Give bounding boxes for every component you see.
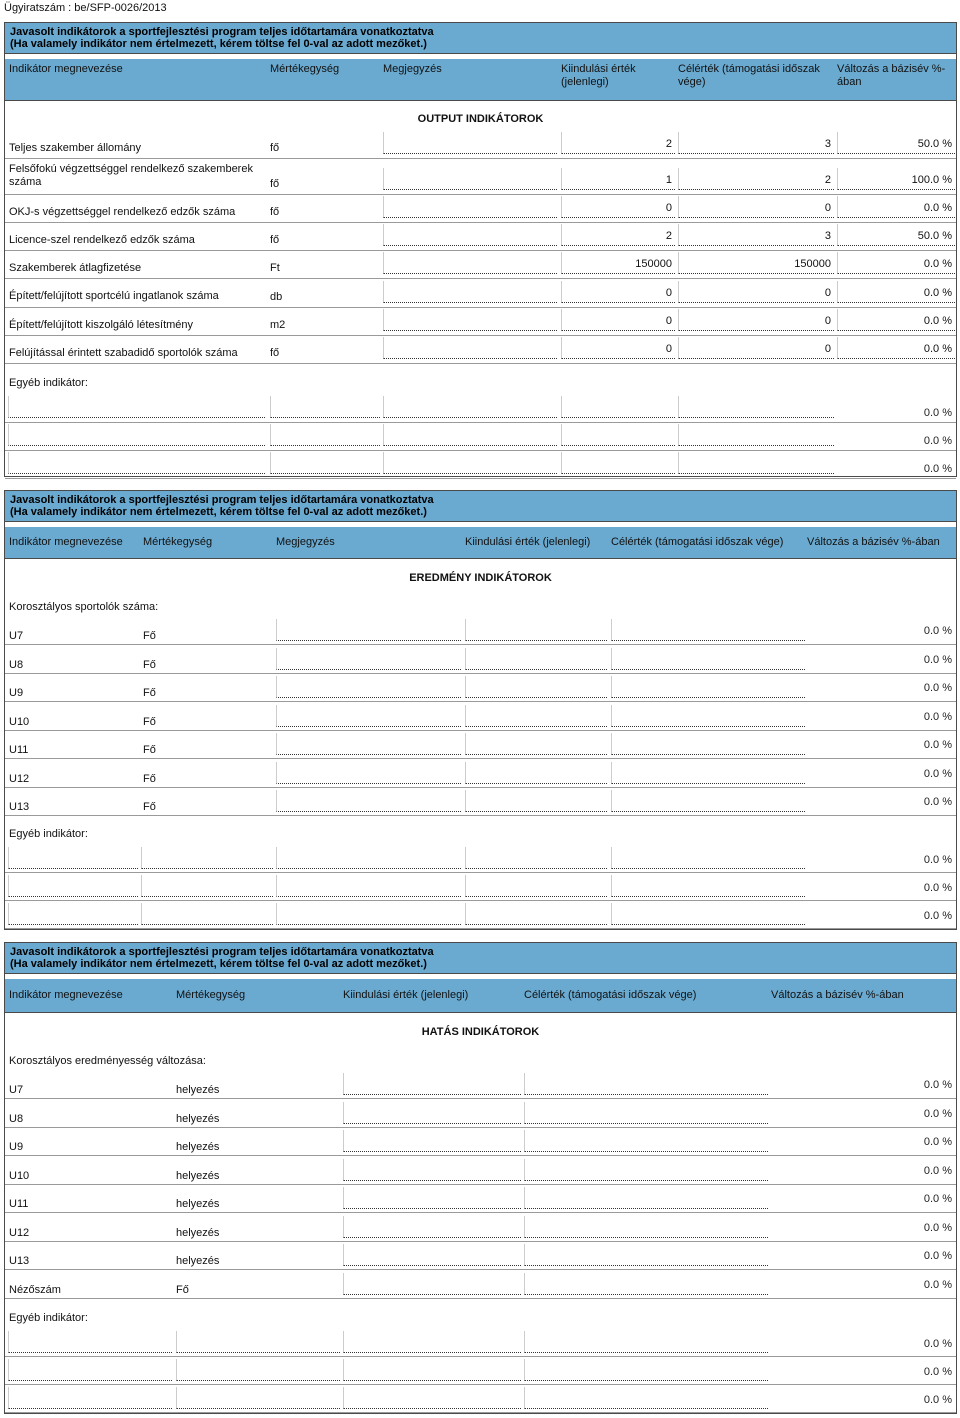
impact-section-title: HATÁS INDIKÁTOROK [421, 1026, 540, 1038]
target-value: 0 [824, 202, 831, 214]
output-panel [4, 22, 957, 477]
other-indicator-field[interactable] [678, 452, 834, 474]
target-value-field[interactable] [678, 168, 834, 190]
output-section-title: OUTPUT INDIKÁTOROK [417, 113, 544, 125]
value-field[interactable] [611, 619, 805, 641]
indicator-row [5, 336, 956, 364]
value-field[interactable] [524, 1273, 768, 1295]
value-field[interactable] [465, 705, 607, 727]
impact-unit: helyezés [176, 1198, 220, 1210]
change-percent: 0.0 % [923, 1079, 952, 1091]
age-group-unit: Fő [143, 630, 156, 642]
other-indicator-field[interactable] [611, 847, 805, 869]
impact-row [5, 1214, 956, 1242]
value-field[interactable] [465, 762, 607, 784]
change-percent: 0.0 % [923, 343, 952, 355]
other-indicator-field[interactable] [270, 424, 380, 446]
value-field[interactable] [343, 1244, 521, 1266]
panel-header [5, 943, 956, 974]
value-field[interactable] [524, 1244, 768, 1266]
other-indicator-row [5, 901, 956, 929]
other-indicator-field[interactable] [270, 396, 380, 418]
other-indicator-field[interactable] [141, 875, 273, 897]
change-percent: 0.0 % [923, 1193, 952, 1205]
indicator-row [5, 195, 956, 223]
target-value-field[interactable] [678, 196, 834, 218]
age-group-row [5, 788, 956, 816]
change-percent: 0.0 % [923, 1164, 952, 1177]
other-indicator-field[interactable] [343, 1387, 521, 1409]
change-field [837, 196, 955, 218]
indicator-row [5, 223, 956, 251]
col-note: Megjegyzés [276, 536, 335, 548]
other-indicator-field[interactable] [270, 452, 380, 474]
target-value-field[interactable] [678, 309, 834, 331]
change-percent: 0.0 % [923, 910, 952, 922]
col-change: Változás a bázisév %-ában [807, 536, 940, 548]
impact-name: U8 [9, 1112, 24, 1125]
age-group-name: U9 [9, 687, 24, 699]
impact-name: U12 [9, 1226, 30, 1239]
change-percent: 0.0 % [923, 1221, 952, 1234]
panel-subtitle: (Ha valamely indikátor nem értelmezett, kérem töltse fel 0-val az adott mezőket.) [10, 38, 427, 50]
target-value-field[interactable] [678, 224, 834, 246]
other-indicator-field[interactable] [8, 424, 265, 446]
age-group-name: U8 [9, 658, 24, 671]
age-group-row [5, 760, 956, 788]
note-field[interactable] [383, 337, 557, 359]
value-field[interactable] [343, 1130, 521, 1152]
indicator-name: Felújítással érintett szabadidő sportolók száma [9, 347, 238, 359]
age-group-unit: Fő [143, 801, 156, 813]
other-indicator-field[interactable] [561, 396, 675, 418]
indicator-unit: fő [270, 142, 280, 154]
start-value: 2 [665, 138, 672, 150]
other-indicator-field[interactable] [611, 875, 805, 897]
impact-unit: helyezés [176, 1169, 220, 1182]
impact-unit: helyezés [176, 1084, 220, 1096]
result-group-label: Korosztályos sportolók száma: [9, 601, 159, 613]
other-indicator-field[interactable] [8, 396, 265, 418]
start-value-field[interactable] [561, 196, 675, 218]
change-percent: 0.0 % [923, 1136, 952, 1148]
note-field[interactable] [383, 309, 557, 331]
age-group-row [5, 617, 956, 645]
change-field [837, 252, 955, 274]
value-field[interactable] [465, 733, 607, 755]
indicator-row [5, 159, 956, 195]
age-group-unit: Fő [143, 772, 156, 785]
indicator-row [5, 308, 956, 336]
age-group-name: U13 [9, 801, 30, 813]
impact-row [5, 1271, 956, 1299]
age-group-unit: Fő [143, 687, 156, 699]
value-field[interactable] [611, 705, 805, 727]
col-start: Kiindulási érték (jelenlegi) [465, 536, 591, 548]
other-indicator-field[interactable] [141, 847, 273, 869]
other-indicator-field[interactable] [8, 903, 138, 925]
change-field [837, 309, 955, 331]
col-target: Célérték (támogatási időszak vége) [678, 63, 820, 88]
other-indicator-field[interactable] [8, 847, 138, 869]
change-field [837, 168, 955, 190]
value-field[interactable] [524, 1159, 768, 1181]
panel-subtitle: (Ha valamely indikátor nem értelmezett, kérem töltse fel 0-val az adott mezőket.) [10, 958, 427, 970]
start-value: 150000 [635, 258, 672, 270]
col-change: Változás a bázisév %-ában [771, 989, 904, 1001]
change-percent: 0.0 % [923, 1338, 952, 1350]
other-indicator-field[interactable] [8, 452, 265, 474]
start-value: 1 [665, 174, 672, 186]
age-group-name: U12 [9, 772, 30, 785]
age-group-row [5, 731, 956, 759]
other-indicator-row [5, 423, 956, 451]
age-group-row [5, 674, 956, 702]
impact-name: Nézőszám [9, 1283, 61, 1296]
other-indicator-row [5, 1385, 956, 1413]
value-field[interactable] [524, 1216, 768, 1238]
change-percent: 0.0 % [923, 739, 952, 751]
indicator-name: Szakemberek átlagfizetése [9, 262, 142, 274]
indicator-unit: Ft [270, 262, 280, 274]
other-indicator-field[interactable] [383, 396, 557, 418]
age-group-name: U10 [9, 715, 30, 728]
start-value: 0 [665, 202, 672, 214]
impact-panel [4, 942, 957, 1414]
other-indicator-field[interactable] [561, 452, 675, 474]
col-unit: Mértékegység [143, 536, 213, 548]
value-field[interactable] [524, 1073, 768, 1095]
indicator-unit: fő [270, 347, 280, 359]
change-percent: 0.0 % [923, 710, 952, 723]
indicator-name: Felsőfokú végzettséggel rendelkező szakemberek száma [9, 163, 253, 188]
indicator-name: Épített/felújított kiszolgáló létesítmény [9, 319, 194, 331]
change-percent: 0.0 % [923, 258, 952, 270]
change-percent: 0.0 % [923, 653, 952, 666]
panel-header [5, 491, 956, 522]
indicator-unit: fő [270, 206, 280, 218]
other-indicator-row [5, 451, 956, 479]
panel-title: Javasolt indikátorok a sportfejlesztési program teljes időtartamára vonatkoztatva [10, 946, 434, 958]
change-percent: 0.0 % [923, 682, 952, 694]
change-percent: 0.0 % [923, 1394, 952, 1406]
change-percent: 0.0 % [923, 287, 952, 299]
panel-header [5, 23, 956, 54]
change-percent: 0.0 % [923, 854, 952, 866]
other-indicator-field[interactable] [8, 1331, 172, 1353]
indicator-row [5, 251, 956, 279]
value-field[interactable] [611, 676, 805, 698]
col-start: Kiindulási érték (jelenlegi) [343, 989, 469, 1001]
age-group-name: U11 [9, 744, 29, 756]
other-indicator-field[interactable] [8, 1359, 172, 1381]
column-headers [5, 59, 956, 101]
change-percent: 0.0 % [923, 1366, 952, 1378]
change-percent: 0.0 % [923, 1250, 952, 1262]
change-field [837, 281, 955, 303]
other-indicator-row [5, 395, 956, 423]
panel-title: Javasolt indikátorok a sportfejlesztési program teljes időtartamára vonatkoztatva [10, 494, 434, 506]
other-indicator-field[interactable] [8, 875, 138, 897]
other-indicator-field[interactable] [465, 847, 607, 869]
other-indicator-field[interactable] [678, 396, 834, 418]
column-headers [5, 979, 956, 1013]
target-value-field[interactable] [678, 281, 834, 303]
other-indicator-field[interactable] [343, 1331, 521, 1353]
change-percent: 0.0 % [923, 202, 952, 214]
start-value: 2 [665, 230, 672, 242]
value-field[interactable] [343, 1102, 521, 1124]
note-field[interactable] [383, 196, 557, 218]
impact-name: U11 [9, 1198, 29, 1210]
other-indicator-row [5, 1329, 956, 1357]
target-value: 0 [824, 315, 831, 327]
value-field[interactable] [524, 1187, 768, 1209]
change-percent: 0.0 % [923, 1107, 952, 1120]
other-indicator-field[interactable] [524, 1359, 768, 1381]
other-indicator-field[interactable] [276, 875, 461, 897]
target-value-field[interactable] [678, 337, 834, 359]
age-group-unit: Fő [143, 715, 156, 728]
start-value: 0 [665, 343, 672, 355]
value-field[interactable] [524, 1130, 768, 1152]
value-field[interactable] [611, 648, 805, 670]
value-field[interactable] [343, 1187, 521, 1209]
value-field[interactable] [524, 1102, 768, 1124]
indicator-unit: m2 [270, 319, 286, 331]
indicator-unit: fő [270, 178, 280, 190]
other-indicator-row [5, 1357, 956, 1385]
change-percent: 0.0 % [923, 767, 952, 780]
impact-row [5, 1128, 956, 1156]
start-value-field[interactable] [561, 252, 675, 274]
other-indicator-field[interactable] [383, 424, 557, 446]
panel-title: Javasolt indikátorok a sportfejlesztési program teljes időtartamára vonatkoztatva [10, 26, 434, 38]
impact-unit: Fő [176, 1283, 189, 1296]
impact-name: U7 [9, 1084, 24, 1096]
other-indicator-field[interactable] [343, 1359, 521, 1381]
result-section-title: EREDMÉNY INDIKÁTOROK [409, 572, 552, 584]
other-indicator-field[interactable] [176, 1331, 340, 1353]
start-value: 0 [665, 287, 672, 299]
indicator-name: Épített/felújított sportcélú ingatlanok száma [9, 290, 219, 302]
col-name: Indikátor megnevezése [9, 536, 123, 548]
value-field[interactable] [276, 733, 461, 755]
indicator-name: Licence-szel rendelkező edzők száma [9, 234, 195, 246]
other-indicator-field[interactable] [524, 1331, 768, 1353]
start-value-field[interactable] [561, 168, 675, 190]
start-value-field[interactable] [561, 132, 675, 154]
other-indicator-field[interactable] [383, 452, 557, 474]
impact-row [5, 1157, 956, 1185]
age-group-row [5, 646, 956, 674]
target-value: 2 [824, 174, 831, 186]
other-indicator-field[interactable] [276, 847, 461, 869]
change-percent: 0.0 % [923, 796, 952, 808]
indicator-unit: fő [270, 234, 280, 246]
other-indicator-label: Egyéb indikátor: [9, 377, 88, 389]
impact-row [5, 1185, 956, 1213]
other-indicator-field[interactable] [176, 1359, 340, 1381]
value-field[interactable] [343, 1216, 521, 1238]
value-field[interactable] [276, 705, 461, 727]
indicator-name: OKJ-s végzettséggel rendelkező edzők száma [9, 206, 236, 218]
indicator-unit: db [270, 291, 283, 303]
impact-unit: helyezés [176, 1141, 220, 1153]
other-indicator-row [5, 845, 956, 873]
impact-unit: helyezés [176, 1226, 220, 1239]
impact-name: U13 [9, 1255, 30, 1267]
note-field[interactable] [383, 252, 557, 274]
indicator-name: Teljes szakember állomány [9, 142, 142, 154]
change-percent: 50.0 % [917, 230, 952, 242]
value-field[interactable] [465, 676, 607, 698]
value-field[interactable] [611, 790, 805, 812]
target-value-field[interactable] [678, 252, 834, 274]
value-field[interactable] [343, 1273, 521, 1295]
change-percent: 0.0 % [923, 435, 952, 447]
start-value-field[interactable] [561, 281, 675, 303]
other-indicator-field[interactable] [678, 424, 834, 446]
other-indicator-field[interactable] [141, 903, 273, 925]
col-target: Célérték (támogatási időszak vége) [611, 536, 784, 548]
note-field[interactable] [383, 281, 557, 303]
panel-subtitle: (Ha valamely indikátor nem értelmezett, kérem töltse fel 0-val az adott mezőket.) [10, 506, 427, 518]
change-percent: 0.0 % [923, 882, 952, 894]
col-unit: Mértékegység [270, 63, 340, 75]
target-value: 150000 [794, 258, 831, 270]
target-value: 0 [824, 343, 831, 355]
other-indicator-field[interactable] [176, 1387, 340, 1409]
target-value: 3 [824, 138, 831, 150]
note-field[interactable] [383, 132, 557, 154]
age-group-unit: Fő [143, 658, 156, 671]
value-field[interactable] [465, 790, 607, 812]
col-start: Kiindulási érték (jelenlegi) [561, 63, 636, 88]
impact-unit: helyezés [176, 1112, 220, 1125]
start-value-field[interactable] [561, 337, 675, 359]
col-name: Indikátor megnevezése [9, 989, 123, 1001]
value-field[interactable] [611, 733, 805, 755]
impact-row [5, 1242, 956, 1270]
other-indicator-field[interactable] [611, 903, 805, 925]
change-percent: 0.0 % [923, 407, 952, 419]
start-value-field[interactable] [561, 224, 675, 246]
change-percent: 0.0 % [923, 463, 952, 475]
target-value-field[interactable] [678, 132, 834, 154]
impact-name: U9 [9, 1141, 24, 1153]
value-field[interactable] [343, 1073, 521, 1095]
change-percent: 100.0 % [911, 174, 952, 186]
value-field[interactable] [276, 676, 461, 698]
value-field[interactable] [276, 619, 461, 641]
other-indicator-field[interactable] [524, 1387, 768, 1409]
change-field [837, 132, 955, 154]
result-panel [4, 490, 957, 930]
other-indicator-field[interactable] [561, 424, 675, 446]
impact-row [5, 1071, 956, 1099]
impact-name: U10 [9, 1169, 30, 1182]
note-field[interactable] [383, 224, 557, 246]
other-indicator-field[interactable] [276, 903, 461, 925]
change-percent: 0.0 % [923, 315, 952, 327]
age-group-unit: Fő [143, 744, 156, 756]
other-indicator-label: Egyéb indikátor: [9, 828, 88, 840]
other-indicator-field[interactable] [465, 875, 607, 897]
col-note: Megjegyzés [383, 63, 442, 75]
value-field[interactable] [465, 619, 607, 641]
value-field[interactable] [276, 762, 461, 784]
value-field[interactable] [276, 790, 461, 812]
other-indicator-field[interactable] [465, 903, 607, 925]
case-number: Ügyiratszám : be/SFP-0026/2013 [4, 2, 167, 14]
start-value: 0 [665, 315, 672, 327]
target-value: 3 [824, 230, 831, 242]
indicator-row [5, 131, 956, 159]
change-field [837, 337, 955, 359]
age-group-name: U7 [9, 630, 24, 642]
value-field[interactable] [276, 648, 461, 670]
impact-group-label: Korosztályos eredményesség változása: [9, 1055, 206, 1067]
target-value: 0 [824, 287, 831, 299]
start-value-field[interactable] [561, 309, 675, 331]
impact-row [5, 1100, 956, 1128]
change-percent: 50.0 % [917, 138, 952, 150]
other-indicator-row [5, 873, 956, 901]
col-name: Indikátor megnevezése [9, 63, 123, 75]
change-field [837, 224, 955, 246]
value-field[interactable] [465, 648, 607, 670]
col-target: Célérték (támogatási időszak vége) [524, 989, 697, 1001]
indicator-row [5, 279, 956, 308]
value-field[interactable] [611, 762, 805, 784]
change-percent: 0.0 % [923, 1278, 952, 1291]
other-indicator-field[interactable] [8, 1387, 172, 1409]
col-unit: Mértékegység [176, 989, 246, 1001]
impact-unit: helyezés [176, 1255, 220, 1267]
column-headers [5, 527, 956, 559]
note-field[interactable] [383, 168, 557, 190]
col-change: Változás a bázisév %-ában [837, 63, 946, 88]
other-indicator-label: Egyéb indikátor: [9, 1312, 88, 1324]
age-group-row [5, 703, 956, 731]
change-percent: 0.0 % [923, 625, 952, 637]
value-field[interactable] [343, 1159, 521, 1181]
